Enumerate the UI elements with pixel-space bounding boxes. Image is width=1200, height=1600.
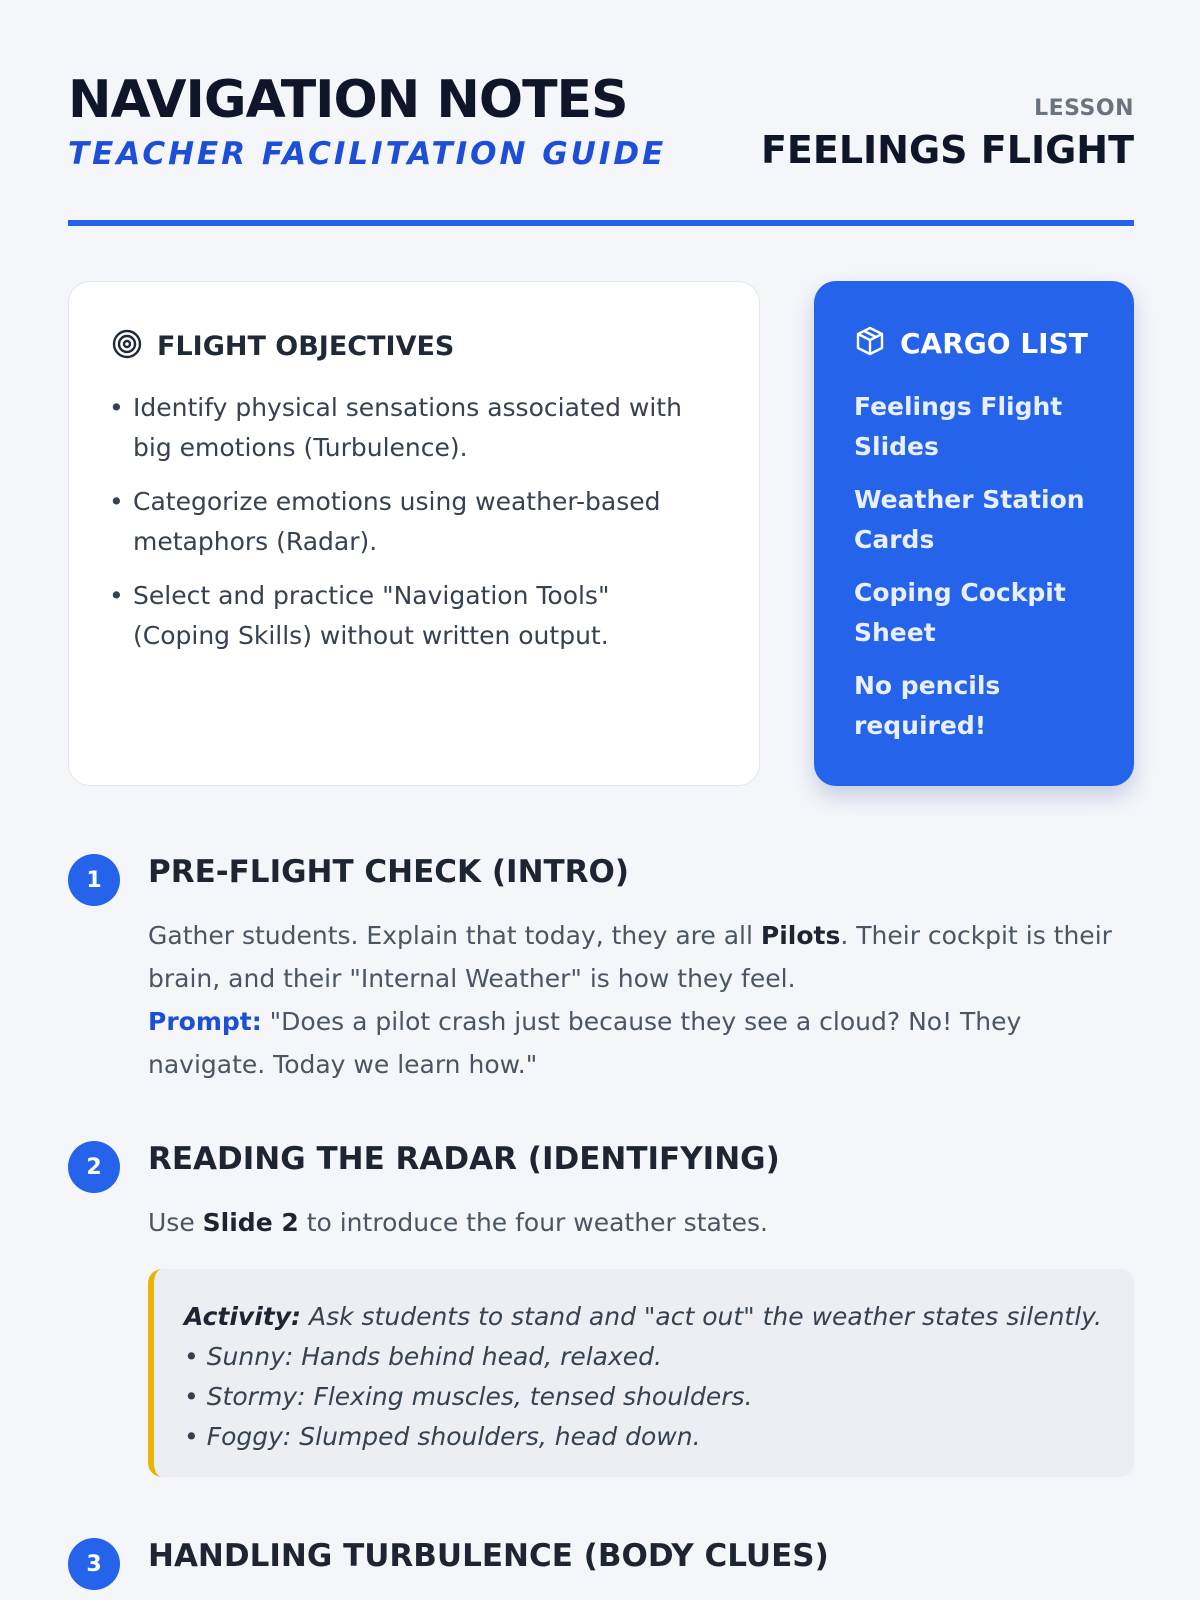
package-icon: [854, 325, 886, 361]
objective-item: • Identify physical sensations associated with big emotions (Turbulence).: [109, 388, 709, 468]
objectives-list: [109, 388, 709, 670]
activity-callout: [148, 1269, 1134, 1477]
step-bold-text: Pilots: [760, 921, 841, 950]
objective-item: • Categorize emotions using weather-based metaphors (Radar).: [109, 482, 709, 562]
objectives-heading: [111, 328, 454, 364]
cargo-item: No pencils required!: [854, 671, 1001, 740]
objective-item: • Select and practice "Navigation Tools" (Coping Skills) without written output.: [109, 576, 709, 656]
cargo-item: Coping Cockpit Sheet: [854, 578, 1066, 647]
step-number-badge: 3: [68, 1538, 120, 1590]
step-handling-turbulence: [68, 1532, 1134, 1600]
activity-intro: [184, 1297, 1104, 1337]
step-body: [148, 1201, 1134, 1244]
step-pre-flight-check: [68, 848, 1134, 1088]
step-text: Use: [148, 1208, 203, 1237]
step-title: READING THE RADAR (IDENTIFYING): [148, 1141, 780, 1177]
cargo-item: Feelings Flight Slides: [854, 392, 1063, 461]
cargo-item: Weather Station Cards: [854, 485, 1085, 554]
cargo-list-card: [814, 281, 1134, 786]
flight-objectives-card: [68, 281, 760, 786]
cargo-heading: [854, 325, 1088, 361]
step-text: . Their cockpit is their brain, and their "Internal Weather" is how they feel.: [148, 921, 1112, 993]
step-text: to introduce the four weather states.: [298, 1208, 768, 1237]
prompt-text: "Does a pilot crash just because they see a cloud? No! They navigate. Today we learn how.": [148, 1007, 1022, 1079]
step-title: HANDLING TURBULENCE (BODY CLUES): [148, 1538, 829, 1574]
activity-item: • Stormy: Flexing muscles, tensed shoulders.: [184, 1382, 753, 1411]
prompt-label: Prompt:: [148, 1007, 262, 1036]
step-reading-radar: [68, 1135, 1134, 1495]
page-subtitle: TEACHER FACILITATION GUIDE: [68, 136, 667, 172]
page-title: NAVIGATION NOTES: [68, 70, 628, 130]
step-title: PRE-FLIGHT CHECK (INTRO): [148, 854, 630, 890]
step-text: Gather students. Explain that today, they are all: [148, 921, 761, 950]
cargo-title: CARGO LIST: [900, 326, 1088, 360]
target-icon: [111, 328, 143, 364]
lesson-label: LESSON: [1034, 96, 1134, 121]
step-bold-text: Slide 2: [202, 1208, 299, 1237]
activity-text: Ask students to stand and "act out" the weather states silently.: [301, 1302, 1102, 1331]
activity-item: • Sunny: Hands behind head, relaxed.: [184, 1342, 662, 1371]
page-header: [68, 64, 1134, 226]
cargo-items: [854, 387, 1104, 759]
activity-item: • Foggy: Slumped shoulders, head down.: [184, 1422, 701, 1451]
step-number-badge: 1: [68, 854, 120, 906]
activity-label: Activity:: [184, 1302, 302, 1331]
objectives-title: FLIGHT OBJECTIVES: [157, 330, 455, 362]
step-number-badge: 2: [68, 1141, 120, 1193]
lesson-name: FEELINGS FLIGHT: [760, 128, 1134, 172]
step-body: [148, 914, 1134, 1086]
